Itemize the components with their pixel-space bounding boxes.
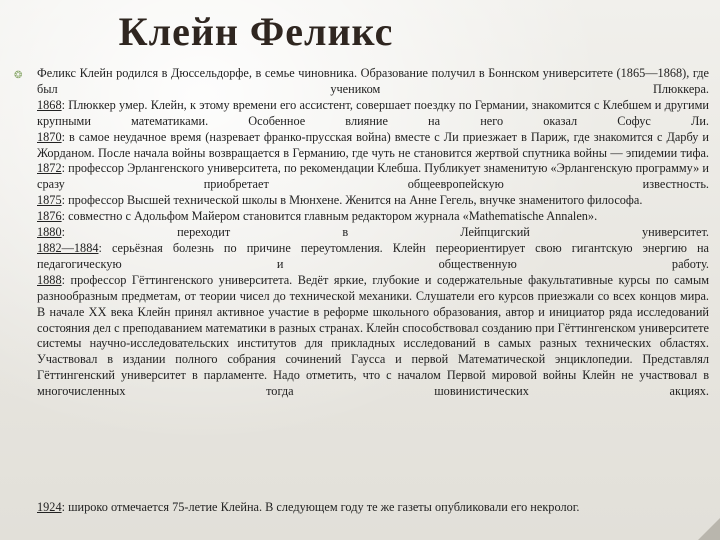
paragraph-1888 <box>37 273 709 305</box>
year-1876: 1876 <box>37 209 62 224</box>
year-1882-1884: 1882—1884 <box>37 240 99 255</box>
paragraph-20th-century-text: В начале XX века Клейн принял активное участие в реформе школьного образования, автор и инициатор ряда исследований состояния дел с преподаванием математики в разных странах. Клейн способствовал созданию при Гёттингенском университете системы научно-исследовательских институтов для прикладных исследований в самых разных технических областях. Участвовал в издании полного собрания сочинений Гаусса и первой Математической энциклопедии. Представлял Гёттингенский университет в парламенте. Надо отметить, что с началом Первой мировой войны Клейн не участвовал в многочисленных тогда шовинистических акциях. <box>37 304 709 399</box>
bullet-icon: ❂ <box>14 70 23 81</box>
paragraph-20th-century <box>37 305 709 400</box>
year-1880: 1880 <box>37 225 62 240</box>
biography-text <box>37 66 709 400</box>
paragraph-1882-1884-text: : серьёзная болезнь по причине переутомления. Клейн переориентирует свою гигантскую энергию на педагогическую и общественную работу. <box>37 240 709 271</box>
page-corner-decoration <box>698 518 720 540</box>
paragraph-1880-text: : переходит в Лейпцигский университет. <box>61 225 709 240</box>
paragraph-1870-text: : в самое неудачное время (назревает франко-прусская война) вместе с Ли приезжает в Париж, где знакомится с Дарбу и Жорданом. После начала войны возвращается в Германию, где чуть не становится жертвой спутника войны — эпидемии тифа. <box>37 129 709 160</box>
paragraph-1872 <box>37 161 709 193</box>
paragraph-1875 <box>37 193 709 209</box>
paragraph-intro <box>37 66 709 98</box>
paragraph-1868-text: : Плюккер умер. Клейн, к этому времени его ассистент, совершает поездку по Германии, знакомится с Клебшем и другими крупными математиками. Особенное влияние на него оказал Софус Ли. <box>37 97 709 128</box>
paragraph-1870 <box>37 130 709 162</box>
paragraph-1876-text: : совместно с Адольфом Майером становится главным редактором журнала «Mathematische Annalen». <box>61 209 598 224</box>
paragraph-1882-1884 <box>37 241 709 273</box>
year-1872: 1872 <box>37 161 62 176</box>
paragraph-1888-text: : профессор Гёттингенского университета. Ведёт яркие, глубокие и содержательные факультативные курсы по самым разнообразным предметам, от теории чисел до технической механики. Слушатели его курсов приезжали со всех концов мира. <box>37 272 709 303</box>
paragraph-1876 <box>37 209 709 225</box>
paragraph-1924 <box>37 500 709 516</box>
paragraph-1880 <box>37 225 709 241</box>
year-1924: 1924 <box>37 500 62 514</box>
paragraph-1872-text: : профессор Эрлангенского университета, по рекомендации Клебша. Публикует знаменитую «Эрлангенскую программу» и сразу приобретает общеевропейскую известность. <box>37 161 709 192</box>
slide-title: Клейн Феликс <box>118 9 394 54</box>
paragraph-intro-text: Феликс Клейн родился в Дюссельдорфе, в семье чиновника. Образование получил в Боннском университете (1865—1868), где был учеником Плюккера. <box>37 66 709 96</box>
paragraph-1875-text: : профессор Высшей технической школы в Мюнхене. Женится на Анне Гегель, внучке знаменитого философа. <box>61 193 643 208</box>
paragraph-1868 <box>37 98 709 130</box>
year-1870: 1870 <box>37 129 62 144</box>
year-1888: 1888 <box>37 272 62 287</box>
year-1868: 1868 <box>37 97 62 112</box>
paragraph-1924-text: : широко отмечается 75-летие Клейна. В следующем году те же газеты опубликовали его некролог. <box>61 500 580 514</box>
year-1875: 1875 <box>37 193 62 208</box>
